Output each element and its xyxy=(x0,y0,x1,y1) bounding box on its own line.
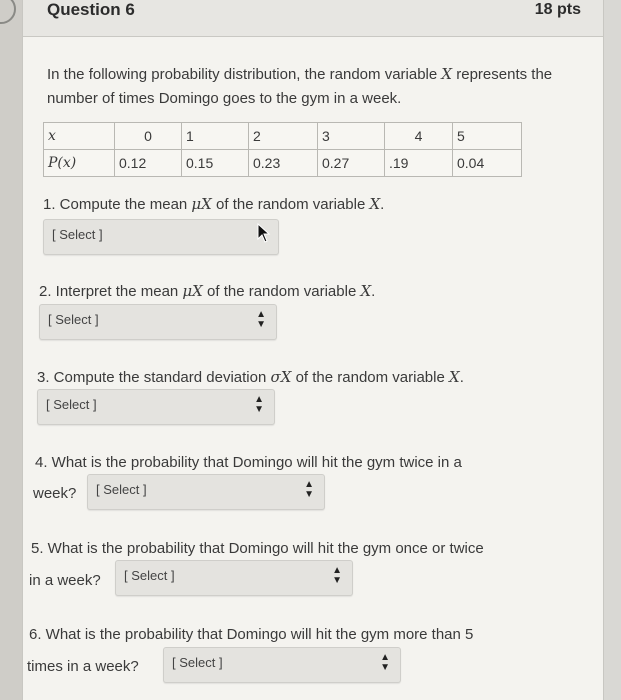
question-6-text: 6. What is the probability that Domingo will hit the gym more than 5 xyxy=(29,626,474,643)
question-3-select[interactable] xyxy=(37,389,275,425)
table-cell: 4 xyxy=(385,123,453,150)
question-5-text: 5. What is the probability that Domingo will hit the gym once or twice xyxy=(31,540,484,557)
question-2-select[interactable] xyxy=(39,304,277,340)
question-4-select[interactable] xyxy=(87,474,325,510)
select-label: [ Select ] xyxy=(124,568,175,583)
question-1-text: 1. Compute the mean μX of the random variable X. xyxy=(43,195,385,213)
question-header xyxy=(23,0,603,37)
question-5-select[interactable] xyxy=(115,560,353,596)
question-6-text-cont: times in a week? xyxy=(27,658,139,675)
p-header-cell: P(x) xyxy=(44,150,115,177)
table-cell: 3 xyxy=(318,123,385,150)
select-label: [ Select ] xyxy=(96,482,147,497)
quiz-nav-circle-icon xyxy=(0,0,16,24)
left-margin xyxy=(0,0,22,700)
question-card xyxy=(22,0,604,700)
updown-arrows-icon: ▲ ▼ xyxy=(332,565,342,586)
select-label: [ Select ] xyxy=(172,655,223,670)
table-cell: 0.23 xyxy=(249,150,318,177)
updown-arrows-icon: ▲ ▼ xyxy=(256,309,266,330)
updown-arrows-icon: ▲ ▼ xyxy=(380,652,390,673)
question-1-select[interactable] xyxy=(43,219,279,255)
question-intro: In the following probability distribution, the random variable X represents the number of times Domingo goes to the gym in a week. xyxy=(47,65,553,107)
question-6-select[interactable] xyxy=(163,647,401,683)
table-cell: 1 xyxy=(182,123,249,150)
table-cell: 0.12 xyxy=(115,150,182,177)
question-3-text: 3. Compute the standard deviation σX of the random variable X. xyxy=(37,368,464,386)
probability-distribution-table xyxy=(43,122,522,177)
table-cell: 0 xyxy=(115,123,182,150)
table-cell: 5 xyxy=(453,123,522,150)
question-points: 18 pts xyxy=(534,1,581,18)
updown-arrows-icon: ▲ ▼ xyxy=(304,479,314,500)
mouse-pointer-icon xyxy=(256,222,272,244)
table-cell: 0.27 xyxy=(318,150,385,177)
table-row-x xyxy=(44,123,522,150)
x-header-cell: x xyxy=(44,123,115,150)
updown-arrows-icon: ▲ ▼ xyxy=(254,394,264,415)
variable-x: X xyxy=(441,65,453,83)
question-5-text-cont: in a week? xyxy=(29,572,101,589)
question-4-text: 4. What is the probability that Domingo will hit the gym twice in a xyxy=(35,454,462,471)
table-row-p xyxy=(44,150,522,177)
table-cell: 0.04 xyxy=(453,150,522,177)
select-label: [ Select ] xyxy=(46,397,97,412)
question-title: Question 6 xyxy=(47,0,135,19)
select-label: [ Select ] xyxy=(52,227,103,242)
table-cell: .19 xyxy=(385,150,453,177)
table-cell: 0.15 xyxy=(182,150,249,177)
question-2-text: 2. Interpret the mean μX of the random variable X. xyxy=(39,282,376,300)
select-label: [ Select ] xyxy=(48,312,99,327)
question-4-text-cont: week? xyxy=(33,485,77,502)
table-cell: 2 xyxy=(249,123,318,150)
